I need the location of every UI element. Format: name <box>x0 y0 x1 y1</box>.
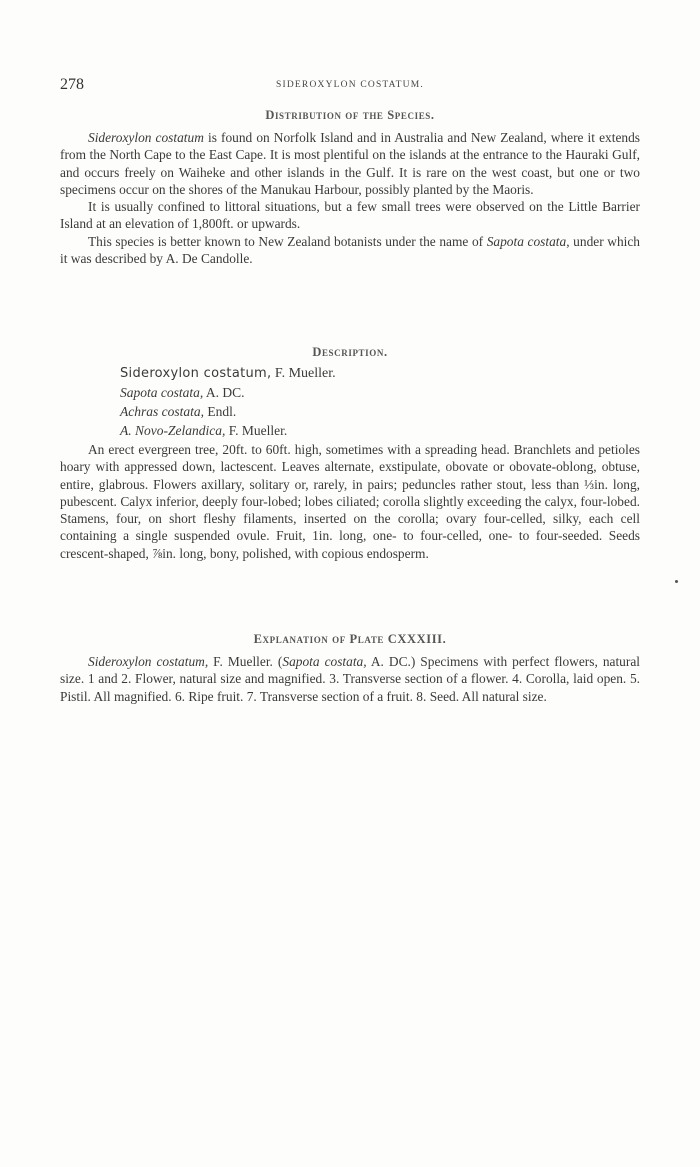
description-section <box>60 345 640 562</box>
description-heading: Description. <box>312 345 388 359</box>
page-number: 278 <box>60 76 84 93</box>
distribution-heading: Distribution of the Species. <box>265 108 435 122</box>
distribution-paragraph-1: Sideroxylon costatum is found on Norfolk Island and in Australia and New Zealand, where it extends from the North Cape to the East Cape. It is most plentiful on the islands at the entrance to the Hauraki Gulf, and occurs freely on Waiheke and other islands in the Gulf. It is rare on the west coast, but one or two specimens occur on the shores of the Manukau Harbour, possibly planted by the Maoris. <box>60 130 640 197</box>
running-title: SIDEROXYLON COSTATUM. <box>276 80 424 90</box>
ink-speck <box>675 580 678 583</box>
distribution-section <box>60 108 640 267</box>
synonym-4: A. Novo-Zelandica, F. Mueller. <box>120 423 288 438</box>
synonym-3: Achras costata, Endl. <box>120 404 237 419</box>
page-header <box>60 76 640 98</box>
species-name: Sideroxylon costatum <box>88 130 204 145</box>
synonym-2: Sapota costata, A. DC. <box>120 385 245 400</box>
description-body: An erect evergreen tree, 20ft. to 60ft. high, sometimes with a spreading head. Branchlets and petioles hoary with appressed down, lactescent. Leaves alternate, exstipulate, obovate or obovate-oblong, obtuse, entire, glabrous. Flowers axillary, solitary or, rarely, in pairs; peduncles rather stout, less than ⅓in. long, pubescent. Calyx inferior, deeply four-lobed; lobes ciliated; corolla slightly exceeding the calyx, four-lobed. Stamens, four, on short fleshy filaments, inserted on the corolla; ovary four-celled, silky, each cell containing a single suspended ovule. Fruit, 1in. long, one- to four-celled, one- to four-seeded. Seeds crescent-shaped, ⅞in. long, bony, polished, with copious endosperm. <box>60 442 640 561</box>
explanation-heading: Explanation of Plate CXXXIII. <box>253 632 447 646</box>
explanation-body: Sideroxylon costatum, F. Mueller. (Sapota costata, A. DC.) Specimens with perfect flowers, natural size. 1 and 2. Flower, natural size and magnified. 3. Transverse section of a flower. 4. Corolla, laid open. 5. Pistil. All magnified. 6. Ripe fruit. 7. Transverse section of a fruit. 8. Seed. All natural size. <box>60 654 640 704</box>
explanation-section <box>60 632 640 705</box>
synonym-main: Sideroxylon costatum, F. Mueller. <box>120 366 336 381</box>
distribution-paragraph-2: It is usually confined to littoral situations, but a few small trees were observed on the Little Barrier Island at an elevation of 1,800ft. or upwards. <box>60 199 640 232</box>
distribution-paragraph-3: This species is better known to New Zealand botanists under the name of Sapota costata, under which it was described by A. De Candolle. <box>60 233 641 267</box>
